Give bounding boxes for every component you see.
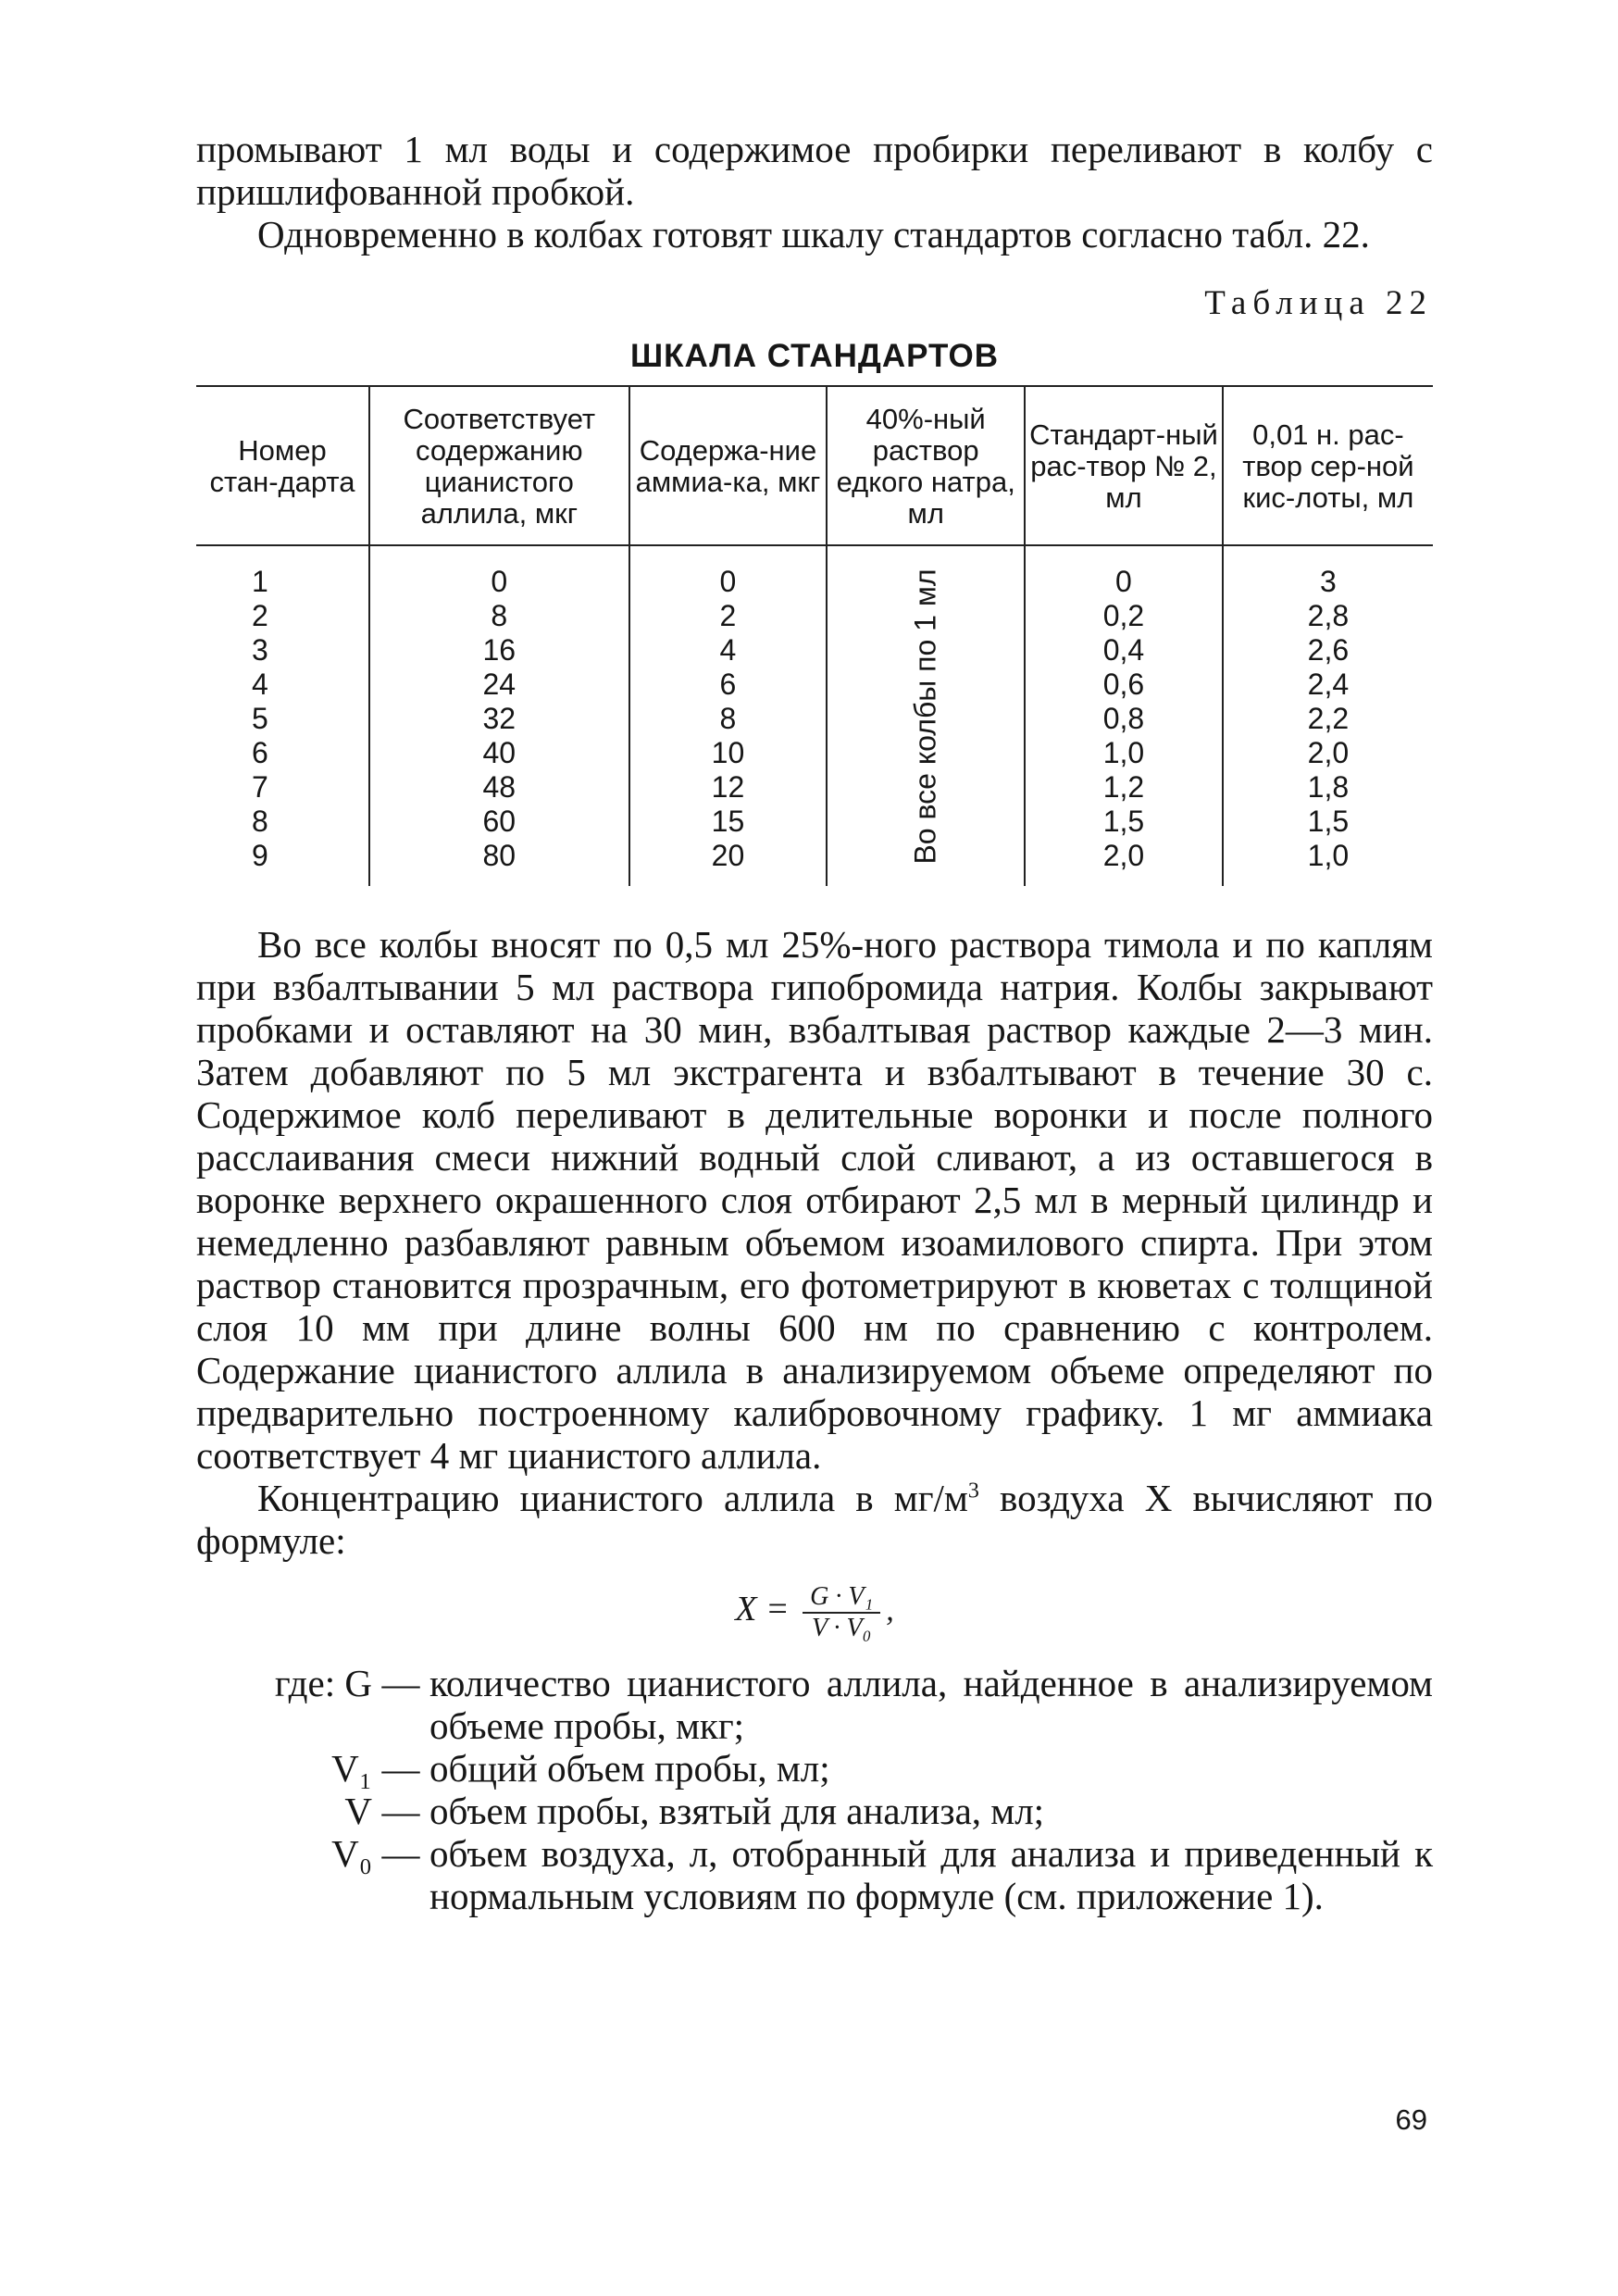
definition-text: объем воздуха, л, отобранный для анализа и приведенный к нормальным условиям по формуле (см. приложение 1).: [429, 1832, 1433, 1917]
cell: 0: [1115, 565, 1132, 598]
definition-dash: —: [381, 1832, 420, 1875]
header-allyl-content: Соответствует содержанию цианистого аллила, мкг: [369, 386, 629, 545]
cell: 15: [711, 805, 745, 838]
definition-symbol: V: [344, 1790, 372, 1832]
cell: 2,0: [1307, 736, 1350, 769]
cell: 0,6: [1102, 668, 1145, 701]
definition-symbol: V₀: [331, 1832, 372, 1875]
column-ammonia-content: [629, 545, 828, 886]
page-number: 69: [1395, 2103, 1427, 2136]
cell: 1,8: [1307, 770, 1350, 804]
cell: 0,2: [1102, 599, 1145, 632]
cell: 0: [491, 565, 508, 598]
definition-text: объем пробы, взятый для анализа, мл;: [429, 1790, 1045, 1832]
header-naoh-solution: 40%-ный раствор едкого натра, мл: [827, 386, 1025, 545]
definition-row: [196, 1832, 1433, 1917]
formula-denominator: V · V₀: [811, 1614, 872, 1642]
cell: 2,8: [1307, 599, 1350, 632]
formula-numerator: G · V₁: [803, 1582, 880, 1614]
cell: 0: [719, 565, 737, 598]
paragraph-2: Одновременно в колбах готовят шкалу стандартов согласно табл. 22.: [257, 213, 1370, 256]
cell: 10: [711, 736, 745, 769]
cell: 80: [482, 839, 517, 872]
cell: 2: [252, 599, 268, 632]
cell: 2,2: [1307, 702, 1350, 735]
cell: 9: [252, 839, 268, 872]
cell: 4: [719, 633, 737, 667]
cell: 0,4: [1102, 633, 1145, 667]
cell: 24: [482, 668, 517, 701]
column-allyl-content: [369, 545, 629, 886]
table-number-label: Таблица 22: [1204, 284, 1433, 322]
concentration-text-start: Концентрацию цианистого аллила в мг/м: [257, 1477, 968, 1519]
concentration-superscript: 3: [967, 1479, 979, 1504]
cell: 1,5: [1102, 805, 1145, 838]
naoh-rotated-note: Во все колбы по 1 мл: [908, 568, 942, 865]
formula: [196, 1582, 1433, 1643]
cell: 32: [482, 702, 517, 735]
cell: 2,0: [1102, 839, 1145, 872]
cell: 2,4: [1307, 668, 1350, 701]
cell: 1,2: [1102, 770, 1145, 804]
definition-symbol: где: G: [274, 1662, 372, 1704]
column-standard-solution: [1025, 545, 1223, 886]
cell: 8: [252, 805, 268, 838]
cell: 12: [711, 770, 745, 804]
table-title: ШКАЛА СТАНДАРТОВ: [629, 338, 1000, 374]
paragraph-1: промывают 1 мл воды и содержимое пробирки переливают в колбу с пришлифованной пробкой.: [196, 128, 1433, 213]
formula-fraction: [803, 1582, 880, 1643]
paragraph-procedure: Во все колбы вносят по 0,5 мл 25%-ного раствора тимола и по каплям при взбалтывании 5 мл раствора гипобромида натрия. Колбы закрывают пробками и оставляют на 30 мин, взбалтывая раствор каждые 2—3 мин. Затем добавляют по 5 мл экстрагента и взбалтывают в течение 30 с. Содержимое колб переливают в делительные воронки и после полного расслаивания смеси нижний водный слой сливают, а из оставшегося в воронке верхнего окрашенного слоя отбирают 2,5 мл в мерный цилиндр и немедленно разбавляют равным объемом изоамилового спирта. При этом раствор становится прозрачным, его фотометрируют в кюветах с толщиной слоя 10 мм при длине волны 600 нм по сравнению с контролем. Содержание цианистого аллила в анализируемом объеме определяют по предварительно построенному калибровочному графику. 1 мг аммиака соответствует 4 мг цианистого аллила.: [196, 923, 1433, 1477]
cell: 20: [711, 839, 745, 872]
cell: 1,5: [1307, 805, 1350, 838]
cell: 0,8: [1102, 702, 1145, 735]
definition-symbol: V₁: [331, 1747, 372, 1790]
definition-text: количество цианистого аллила, найденное в анализируемом объеме пробы, мкг;: [429, 1662, 1433, 1747]
column-standard-number: [196, 545, 369, 886]
cell: 8: [491, 599, 508, 632]
definition-dash: —: [381, 1790, 420, 1832]
cell: 40: [482, 736, 517, 769]
formula-trail: ,: [886, 1592, 894, 1628]
definition-row: [196, 1790, 1433, 1832]
cell: 6: [252, 736, 268, 769]
definition-dash: —: [381, 1662, 420, 1704]
table-header-row: [196, 386, 1433, 545]
cell: 1,0: [1102, 736, 1145, 769]
header-sulfuric-acid: 0,01 н. рас-твор сер-ной кис-лоты, мл: [1223, 386, 1433, 545]
cell: 1,0: [1307, 839, 1350, 872]
cell: 3: [252, 633, 268, 667]
cell: 4: [252, 668, 268, 701]
cell: 7: [252, 770, 268, 804]
formula-lhs: X =: [735, 1589, 790, 1628]
cell: 1: [252, 565, 268, 598]
definition-row: [196, 1662, 1433, 1747]
column-sulfuric-acid: [1223, 545, 1433, 886]
cell: 48: [482, 770, 517, 804]
cell: 8: [719, 702, 737, 735]
definition-row: [196, 1747, 1433, 1790]
standards-table: [196, 385, 1433, 886]
cell: 3: [1320, 565, 1337, 598]
page-content: [196, 128, 1433, 1917]
header-standard-number: Номер стан-дарта: [196, 386, 369, 545]
column-naoh-solution: [827, 545, 1025, 886]
cell: 5: [252, 702, 268, 735]
cell: 16: [482, 633, 517, 667]
definition-text: общий объем пробы, мл;: [429, 1747, 830, 1790]
definitions-list: [196, 1662, 1433, 1917]
cell: 60: [482, 805, 517, 838]
header-standard-solution: Стандарт-ный рас-твор № 2, мл: [1025, 386, 1223, 545]
definition-dash: —: [381, 1747, 420, 1790]
table-body-row: [196, 545, 1433, 886]
cell: 6: [719, 668, 737, 701]
concentration-text-end: воздуха X вычисляют по формуле:: [196, 1477, 1434, 1562]
cell: 2: [719, 599, 737, 632]
header-ammonia-content: Содержа-ние аммиа-ка, мкг: [629, 386, 828, 545]
cell: 2,6: [1307, 633, 1350, 667]
paragraph-concentration: [196, 1477, 1433, 1562]
